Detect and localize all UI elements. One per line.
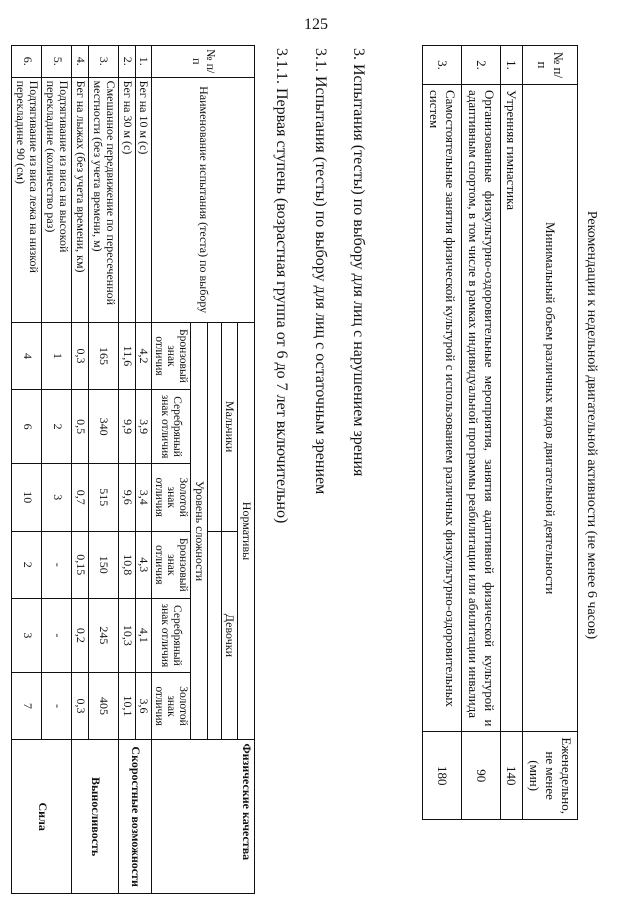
norm-value: 10,3 — [119, 599, 136, 673]
test-name: Смешанное передвижение по пересеченной местности (без учета времени, м) — [88, 77, 118, 322]
level-bronze-boys: Бронзовый знак отличия — [152, 322, 191, 390]
table-row — [42, 46, 72, 894]
activity-minutes: 90 — [461, 732, 500, 820]
level-silver-boys: Серебряный знак отличия — [152, 390, 191, 464]
norm-value: 0,3 — [72, 322, 89, 390]
norms-header-spacer-girls — [207, 531, 221, 740]
activity-text: Организованные физкультурно-оздоровительные мероприятия, занятия адаптивной физической культурой и адаптивным спортом, в том числе в рамках индивидуальной программы реабилитации или абилитации инвалида — [461, 85, 500, 732]
table-row — [423, 46, 462, 820]
norm-value: 10 — [12, 463, 42, 531]
norm-value: 10,1 — [119, 672, 136, 740]
table-row — [461, 46, 500, 820]
activity-header-activity: Минимальный объем различных видов двигательной деятельности — [523, 85, 578, 732]
norm-value: 405 — [88, 672, 118, 740]
norm-value: 3,9 — [135, 390, 152, 464]
table-row — [135, 46, 152, 894]
norm-value: 3 — [42, 463, 72, 531]
section-heading-3-1-1: 3.1.1. Первая ступень (возрастная группа от 6 до 7 лет включительно) — [273, 48, 290, 524]
section-heading-3: 3. Испытания (тесты) по выбору для лиц с нарушением зрения — [350, 48, 367, 477]
page-number: 125 — [304, 16, 328, 33]
norm-value: 165 — [88, 322, 118, 390]
norm-value: 0,5 — [72, 390, 89, 464]
row-number: 1. — [500, 46, 523, 85]
activity-table-header-row — [523, 46, 578, 820]
rotated-page-content — [13, 30, 600, 890]
level-silver-girls: Серебряный знак отличия — [152, 599, 191, 673]
norm-value: 4,3 — [135, 531, 152, 599]
norm-value: 3,4 — [135, 463, 152, 531]
test-name: Бег на 10 м (с) — [135, 77, 152, 322]
norm-value: 340 — [88, 390, 118, 464]
activity-text: Самостоятельные занятия физической культурой с использованием различных физкультурно-оздоровительных систем — [423, 85, 462, 732]
activity-minutes: 140 — [500, 732, 523, 820]
norm-value: 2 — [42, 390, 72, 464]
test-name: Подтягивание из виса лежа на низкой перекладине 90 (см) — [12, 77, 42, 322]
norm-value: - — [42, 599, 72, 673]
norm-value: 0,15 — [72, 531, 89, 599]
test-name: Бег на 30 м (с) — [119, 77, 136, 322]
norm-value: 1 — [42, 322, 72, 390]
activity-header-num: № п/п — [523, 46, 578, 85]
norm-value: 11,6 — [119, 322, 136, 390]
norms-header-norms: Нормативы — [238, 322, 255, 740]
row-number: 4. — [72, 46, 89, 78]
norm-value: 0,3 — [72, 672, 89, 740]
norms-header-row-1 — [238, 46, 255, 894]
quality-endurance: Выносливость — [72, 740, 119, 894]
table-row — [88, 46, 118, 894]
norms-header-spacer-boys — [207, 322, 221, 531]
norms-header-qualities: Физические качества — [152, 740, 255, 894]
norm-value: 9,6 — [119, 463, 136, 531]
norm-value: - — [42, 531, 72, 599]
norm-value: 245 — [88, 599, 118, 673]
norm-value: 0,7 — [72, 463, 89, 531]
test-name: Подтягивание из виса на высокой перекладине (количество раз) — [42, 77, 72, 322]
norm-value: 3 — [12, 599, 42, 673]
row-number: 6. — [12, 46, 42, 78]
norms-header-num: № п/п — [152, 46, 255, 78]
table-row — [500, 46, 523, 820]
norm-value: - — [42, 672, 72, 740]
row-number: 3. — [88, 46, 118, 78]
norm-value: 4,2 — [135, 322, 152, 390]
activity-table — [422, 45, 578, 820]
row-number: 5. — [42, 46, 72, 78]
norm-value: 3,6 — [135, 672, 152, 740]
row-number: 2. — [119, 46, 136, 78]
norm-value: 10,8 — [119, 531, 136, 599]
norms-header-level: Уровень сложности — [191, 322, 208, 740]
norms-table — [11, 45, 255, 894]
test-name: Бег на лыжах (без учета времени, км) — [72, 77, 89, 322]
norm-value: 4 — [12, 322, 42, 390]
level-gold-girls: Золотой знак отличия — [152, 672, 191, 740]
norm-value: 6 — [12, 390, 42, 464]
level-gold-boys: Золотой знак отличия — [152, 463, 191, 531]
norms-header-name: Наименование испытания (теста) по выбору — [152, 77, 255, 322]
row-number: 1. — [135, 46, 152, 78]
norm-value: 150 — [88, 531, 118, 599]
norm-value: 0,2 — [72, 599, 89, 673]
row-number: 3. — [423, 46, 462, 85]
norm-value: 9,9 — [119, 390, 136, 464]
quality-speed: Скоростные возможности — [119, 740, 152, 894]
norm-value: 7 — [12, 672, 42, 740]
activity-table-caption: Рекомендации к недельной двигательной активности (не менее 6 часов) — [584, 210, 599, 640]
quality-strength: Сила — [12, 740, 72, 894]
norm-value: 4,1 — [135, 599, 152, 673]
level-bronze-girls: Бронзовый знак отличия — [152, 531, 191, 599]
section-heading-3-1: 3.1. Испытания (тесты) по выбору для лиц с остаточным зрением — [312, 48, 329, 495]
norm-value: 2 — [12, 531, 42, 599]
activity-header-weekly: Еженедельно, не менее (мин) — [523, 732, 578, 820]
norms-header-boys: Мальчики — [221, 322, 238, 531]
norm-value: 515 — [88, 463, 118, 531]
activity-text: Утренняя гимнастика — [500, 85, 523, 732]
row-number: 2. — [461, 46, 500, 85]
activity-minutes: 180 — [423, 732, 462, 820]
norms-header-girls: Девочки — [221, 531, 238, 740]
